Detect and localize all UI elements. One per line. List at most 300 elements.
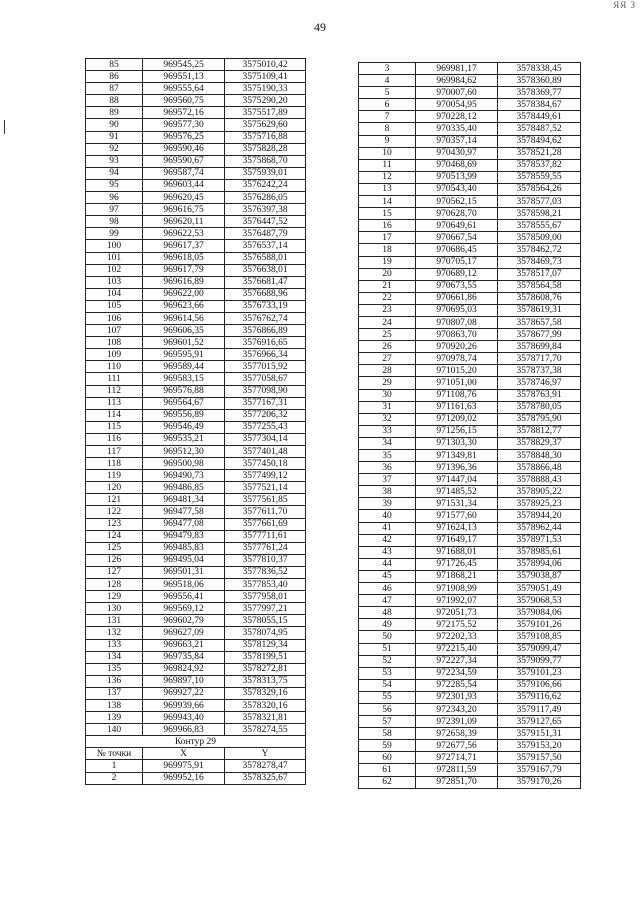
point-number: 101 [86, 252, 143, 264]
coordinate-y: 3578449,61 [498, 111, 581, 123]
coordinate-y: 3577661,69 [225, 518, 306, 530]
table-row [359, 607, 581, 619]
coordinate-y: 3578608,76 [498, 292, 581, 304]
coordinate-x: 971256,15 [416, 425, 498, 437]
point-number: 51 [359, 643, 416, 655]
point-number: 50 [359, 631, 416, 643]
point-number: 105 [86, 300, 143, 312]
column-header-point: № точки [86, 748, 143, 760]
coordinate-x: 970628,70 [416, 208, 498, 220]
coordinate-x: 969556,89 [143, 409, 225, 421]
point-number: 107 [86, 325, 143, 337]
table-row [359, 220, 581, 232]
coordinate-x: 970705,17 [416, 256, 498, 268]
point-number: 60 [359, 752, 416, 764]
coordinate-x: 971531,34 [416, 498, 498, 510]
coordinate-y: 3578971,53 [498, 534, 581, 546]
coordinate-x: 972215,40 [416, 643, 498, 655]
point-number: 25 [359, 329, 416, 341]
coordinate-x: 969952,16 [143, 772, 225, 784]
coordinate-y: 3578537,82 [498, 159, 581, 171]
point-number: 6 [359, 99, 416, 111]
coordinate-x: 970335,40 [416, 123, 498, 135]
table-row [359, 776, 581, 788]
coordinate-y: 3575939,01 [225, 167, 306, 179]
table-row [86, 312, 306, 324]
table-row [359, 111, 581, 123]
coordinate-y: 3576242,24 [225, 179, 306, 191]
table-row [359, 667, 581, 679]
table-row [86, 361, 306, 373]
table-row [359, 413, 581, 425]
table-row [359, 655, 581, 667]
coordinate-x: 970686,45 [416, 244, 498, 256]
point-number: 22 [359, 292, 416, 304]
coordinate-x: 971349,81 [416, 450, 498, 462]
table-row [359, 75, 581, 87]
table-row [359, 498, 581, 510]
table-row [359, 486, 581, 498]
coordinate-y: 3577015,92 [225, 361, 306, 373]
table-row [359, 316, 581, 328]
coordinate-y: 3576447,52 [225, 216, 306, 228]
table-row [86, 458, 306, 470]
point-number: 88 [86, 95, 143, 107]
point-number: 26 [359, 341, 416, 353]
coordinate-y: 3578338,45 [498, 63, 581, 75]
point-number: 46 [359, 583, 416, 595]
point-number: 53 [359, 667, 416, 679]
table-row [86, 325, 306, 337]
coordinate-y: 3578360,89 [498, 75, 581, 87]
coordinate-x: 969564,67 [143, 397, 225, 409]
coordinate-y: 3575629,60 [225, 119, 306, 131]
table-row [359, 546, 581, 558]
table-row [359, 159, 581, 171]
coordinate-x: 971649,17 [416, 534, 498, 546]
point-number: 125 [86, 542, 143, 554]
table-row [86, 470, 306, 482]
page-number: 49 [314, 20, 326, 34]
coordinate-y: 3578888,43 [498, 474, 581, 486]
table-row [359, 510, 581, 522]
coordinate-y: 3578129,34 [225, 639, 306, 651]
point-number: 41 [359, 522, 416, 534]
point-number: 119 [86, 470, 143, 482]
column-header-y: Y [225, 748, 306, 760]
point-number: 96 [86, 192, 143, 204]
coordinate-y: 3577611,70 [225, 506, 306, 518]
coordinate-x: 969620,11 [143, 216, 225, 228]
point-number: 128 [86, 579, 143, 591]
table-row [86, 409, 306, 421]
coordinate-y: 3578274,55 [225, 724, 306, 736]
point-number: 45 [359, 570, 416, 582]
coordinate-y: 3579099,47 [498, 643, 581, 655]
coordinate-y: 3577499,12 [225, 470, 306, 482]
coordinate-y: 3579157,50 [498, 752, 581, 764]
point-number: 89 [86, 107, 143, 119]
coordinate-y: 3575109,41 [225, 71, 306, 83]
coordinate-x: 969622,00 [143, 288, 225, 300]
point-number: 32 [359, 413, 416, 425]
table-row [86, 179, 306, 191]
coordinate-y: 3577997,21 [225, 603, 306, 615]
point-number: 8 [359, 123, 416, 135]
table-row [86, 119, 306, 131]
point-number: 133 [86, 639, 143, 651]
coordinate-y: 3578677,99 [498, 329, 581, 341]
table-row [86, 603, 306, 615]
table-row [86, 566, 306, 578]
coordinates-table-left-body [86, 59, 306, 785]
point-number: 129 [86, 591, 143, 603]
point-number: 127 [86, 566, 143, 578]
point-number: 111 [86, 373, 143, 385]
coordinate-y: 3579106,66 [498, 679, 581, 691]
coordinate-x: 969943,40 [143, 712, 225, 724]
coordinate-y: 3575828,28 [225, 143, 306, 155]
table-row [86, 579, 306, 591]
coordinate-x: 969555,64 [143, 83, 225, 95]
coordinate-x: 970667,54 [416, 232, 498, 244]
coordinate-y: 3578517,07 [498, 268, 581, 280]
coordinate-x: 969606,35 [143, 325, 225, 337]
coordinate-x: 969663,21 [143, 639, 225, 651]
coordinate-y: 3579170,26 [498, 776, 581, 788]
coordinate-y: 3576487,79 [225, 228, 306, 240]
coordinate-y: 3578866,48 [498, 462, 581, 474]
coordinate-y: 3576966,34 [225, 349, 306, 361]
table-row [86, 651, 306, 663]
point-number: 31 [359, 401, 416, 413]
coordinates-table-right-body [359, 63, 581, 789]
point-number: 62 [359, 776, 416, 788]
coordinate-y: 3578313,75 [225, 675, 306, 687]
coordinate-y: 3578487,52 [498, 123, 581, 135]
coordinate-y: 3578985,61 [498, 546, 581, 558]
coordinate-x: 969551,13 [143, 71, 225, 83]
table-row [359, 691, 581, 703]
coordinate-x: 969590,67 [143, 155, 225, 167]
coordinate-y: 3577401,48 [225, 446, 306, 458]
coordinate-x: 972658,39 [416, 728, 498, 740]
coordinate-y: 3578329,16 [225, 687, 306, 699]
point-number: 54 [359, 679, 416, 691]
point-number: 52 [359, 655, 416, 667]
coordinate-x: 969897,10 [143, 675, 225, 687]
coordinate-x: 969616,89 [143, 276, 225, 288]
coordinate-x: 969603,44 [143, 179, 225, 191]
point-number: 34 [359, 437, 416, 449]
table-row [86, 446, 306, 458]
point-number: 139 [86, 712, 143, 724]
table-row [359, 292, 581, 304]
margin-mark [4, 120, 5, 134]
coordinate-x: 970807,08 [416, 316, 498, 328]
coordinate-y: 3579108,85 [498, 631, 581, 643]
table-row [86, 204, 306, 216]
column-header-x: X [143, 748, 225, 760]
point-number: 61 [359, 764, 416, 776]
point-number: 4 [359, 75, 416, 87]
coordinate-x: 970007,60 [416, 87, 498, 99]
table-row [359, 341, 581, 353]
point-number: 106 [86, 312, 143, 324]
point-number: 94 [86, 167, 143, 179]
coordinate-x: 970430,97 [416, 147, 498, 159]
coordinate-x: 970978,74 [416, 353, 498, 365]
table-row [86, 264, 306, 276]
coordinate-x: 969535,21 [143, 433, 225, 445]
point-number: 56 [359, 703, 416, 715]
coordinate-y: 3578905,22 [498, 486, 581, 498]
coordinate-x: 970357,14 [416, 135, 498, 147]
contour-header-row [86, 748, 306, 760]
coordinate-x: 972714,71 [416, 752, 498, 764]
point-number: 134 [86, 651, 143, 663]
coordinate-y: 3577958,01 [225, 591, 306, 603]
point-number: 21 [359, 280, 416, 292]
coordinate-x: 969576,25 [143, 131, 225, 143]
point-number: 14 [359, 196, 416, 208]
coordinate-y: 3578278,47 [225, 760, 306, 772]
point-number: 7 [359, 111, 416, 123]
coordinate-y: 3578369,77 [498, 87, 581, 99]
table-row [359, 87, 581, 99]
coordinate-y: 3577561,85 [225, 494, 306, 506]
coordinate-y: 3578717,70 [498, 353, 581, 365]
table-row [86, 155, 306, 167]
coordinate-y: 3578325,67 [225, 772, 306, 784]
table-row [86, 675, 306, 687]
coordinate-y: 3576588,01 [225, 252, 306, 264]
coordinate-x: 969556,41 [143, 591, 225, 603]
table-row [359, 474, 581, 486]
coordinate-x: 969576,88 [143, 385, 225, 397]
coordinate-y: 3578055,15 [225, 615, 306, 627]
table-row [86, 397, 306, 409]
coordinate-x: 972301,93 [416, 691, 498, 703]
coordinate-y: 3576397,38 [225, 204, 306, 216]
point-number: 5 [359, 87, 416, 99]
coordinate-y: 3576866,89 [225, 325, 306, 337]
point-number: 136 [86, 675, 143, 687]
table-row [359, 244, 581, 256]
corner-mark: ЯЯ З [613, 0, 636, 10]
table-row [86, 288, 306, 300]
point-number: 90 [86, 119, 143, 131]
coordinate-y: 3579038,87 [498, 570, 581, 582]
coordinate-x: 969500,98 [143, 458, 225, 470]
coordinate-x: 971015,20 [416, 365, 498, 377]
table-row [86, 216, 306, 228]
point-number: 35 [359, 450, 416, 462]
coordinate-y: 3577711,61 [225, 530, 306, 542]
coordinate-y: 3576688,96 [225, 288, 306, 300]
point-number: 13 [359, 183, 416, 195]
coordinate-y: 3578994,06 [498, 558, 581, 570]
coordinate-y: 3578944,20 [498, 510, 581, 522]
coordinate-y: 3578559,55 [498, 171, 581, 183]
coordinate-x: 971396,36 [416, 462, 498, 474]
coordinate-x: 969486,85 [143, 482, 225, 494]
table-row [86, 542, 306, 554]
coordinate-y: 3579153,20 [498, 740, 581, 752]
coordinate-y: 3578746,97 [498, 377, 581, 389]
coordinate-x: 969577,30 [143, 119, 225, 131]
table-row [86, 482, 306, 494]
table-row [359, 703, 581, 715]
coordinate-y: 3579101,23 [498, 667, 581, 679]
point-number: 138 [86, 699, 143, 711]
coordinate-x: 969620,45 [143, 192, 225, 204]
table-row [359, 752, 581, 764]
coordinate-x: 972051,73 [416, 607, 498, 619]
table-row [86, 724, 306, 736]
coordinate-y: 3578462,72 [498, 244, 581, 256]
table-row [86, 228, 306, 240]
table-row [359, 740, 581, 752]
point-number: 93 [86, 155, 143, 167]
coordinate-x: 969824,92 [143, 663, 225, 675]
point-number: 2 [86, 772, 143, 784]
table-row [359, 183, 581, 195]
coordinate-y: 3578829,37 [498, 437, 581, 449]
coordinate-x: 970661,86 [416, 292, 498, 304]
coordinate-x: 970649,61 [416, 220, 498, 232]
coordinates-table-right [358, 62, 581, 789]
table-row [86, 131, 306, 143]
coordinate-x: 969490,73 [143, 470, 225, 482]
coordinate-y: 3577521,14 [225, 482, 306, 494]
coordinate-y: 3578598,21 [498, 208, 581, 220]
point-number: 57 [359, 716, 416, 728]
table-row [86, 530, 306, 542]
table-row [86, 107, 306, 119]
point-number: 12 [359, 171, 416, 183]
coordinate-y: 3578199,51 [225, 651, 306, 663]
table-row [86, 337, 306, 349]
coordinate-x: 971051,00 [416, 377, 498, 389]
point-number: 131 [86, 615, 143, 627]
coordinate-y: 3577058,67 [225, 373, 306, 385]
point-number: 40 [359, 510, 416, 522]
point-number: 114 [86, 409, 143, 421]
point-number: 99 [86, 228, 143, 240]
coordinate-y: 3578577,03 [498, 196, 581, 208]
table-row [359, 304, 581, 316]
coordinate-y: 3577810,37 [225, 554, 306, 566]
coordinate-y: 3578509,00 [498, 232, 581, 244]
table-row [86, 591, 306, 603]
point-number: 16 [359, 220, 416, 232]
table-row [359, 425, 581, 437]
coordinate-y: 3577206,32 [225, 409, 306, 421]
coordinate-x: 971108,76 [416, 389, 498, 401]
table-row [86, 494, 306, 506]
coordinate-x: 969623,66 [143, 300, 225, 312]
coordinate-y: 3579101,26 [498, 619, 581, 631]
coordinate-y: 3578320,16 [225, 699, 306, 711]
point-number: 15 [359, 208, 416, 220]
table-row [86, 506, 306, 518]
coordinate-x: 969595,91 [143, 349, 225, 361]
table-row [359, 135, 581, 147]
coordinate-x: 972234,59 [416, 667, 498, 679]
coordinate-x: 969569,12 [143, 603, 225, 615]
coordinate-y: 3579127,65 [498, 716, 581, 728]
table-row [86, 83, 306, 95]
point-number: 140 [86, 724, 143, 736]
table-row [86, 192, 306, 204]
coordinate-y: 3579084,06 [498, 607, 581, 619]
coordinate-x: 969589,44 [143, 361, 225, 373]
coordinate-y: 3577450,18 [225, 458, 306, 470]
coordinate-y: 3576733,19 [225, 300, 306, 312]
table-row [86, 663, 306, 675]
point-number: 20 [359, 268, 416, 280]
table-row [359, 123, 581, 135]
table-row [86, 760, 306, 772]
point-number: 59 [359, 740, 416, 752]
point-number: 17 [359, 232, 416, 244]
coordinate-y: 3578699,84 [498, 341, 581, 353]
point-number: 135 [86, 663, 143, 675]
coordinate-y: 3577304,14 [225, 433, 306, 445]
coordinate-y: 3578848,30 [498, 450, 581, 462]
table-row [359, 764, 581, 776]
table-row [359, 643, 581, 655]
coordinate-x: 971447,04 [416, 474, 498, 486]
point-number: 137 [86, 687, 143, 699]
point-number: 113 [86, 397, 143, 409]
table-row [359, 728, 581, 740]
table-row [86, 300, 306, 312]
table-row [86, 143, 306, 155]
coordinate-y: 3575290,20 [225, 95, 306, 107]
table-row [359, 268, 581, 280]
point-number: 19 [359, 256, 416, 268]
point-number: 122 [86, 506, 143, 518]
coordinate-y: 3578272,81 [225, 663, 306, 675]
coordinate-y: 3575868,70 [225, 155, 306, 167]
point-number: 104 [86, 288, 143, 300]
coordinate-x: 969590,46 [143, 143, 225, 155]
coordinate-x: 969735,84 [143, 651, 225, 663]
coordinate-x: 969572,16 [143, 107, 225, 119]
coordinate-x: 972343,20 [416, 703, 498, 715]
coordinate-x: 969587,74 [143, 167, 225, 179]
coordinate-y: 3578564,26 [498, 183, 581, 195]
point-number: 86 [86, 71, 143, 83]
coordinate-y: 3578555,67 [498, 220, 581, 232]
table-row [359, 679, 581, 691]
coordinate-x: 970562,15 [416, 196, 498, 208]
coordinate-y: 3575010,42 [225, 59, 306, 71]
coordinate-x: 971485,52 [416, 486, 498, 498]
coordinate-x: 969583,15 [143, 373, 225, 385]
point-number: 58 [359, 728, 416, 740]
table-row [86, 518, 306, 530]
point-number: 110 [86, 361, 143, 373]
table-row [359, 595, 581, 607]
coordinate-x: 970543,40 [416, 183, 498, 195]
coordinate-y: 3576537,14 [225, 240, 306, 252]
table-row [359, 147, 581, 159]
point-number: 123 [86, 518, 143, 530]
coordinate-x: 969477,58 [143, 506, 225, 518]
